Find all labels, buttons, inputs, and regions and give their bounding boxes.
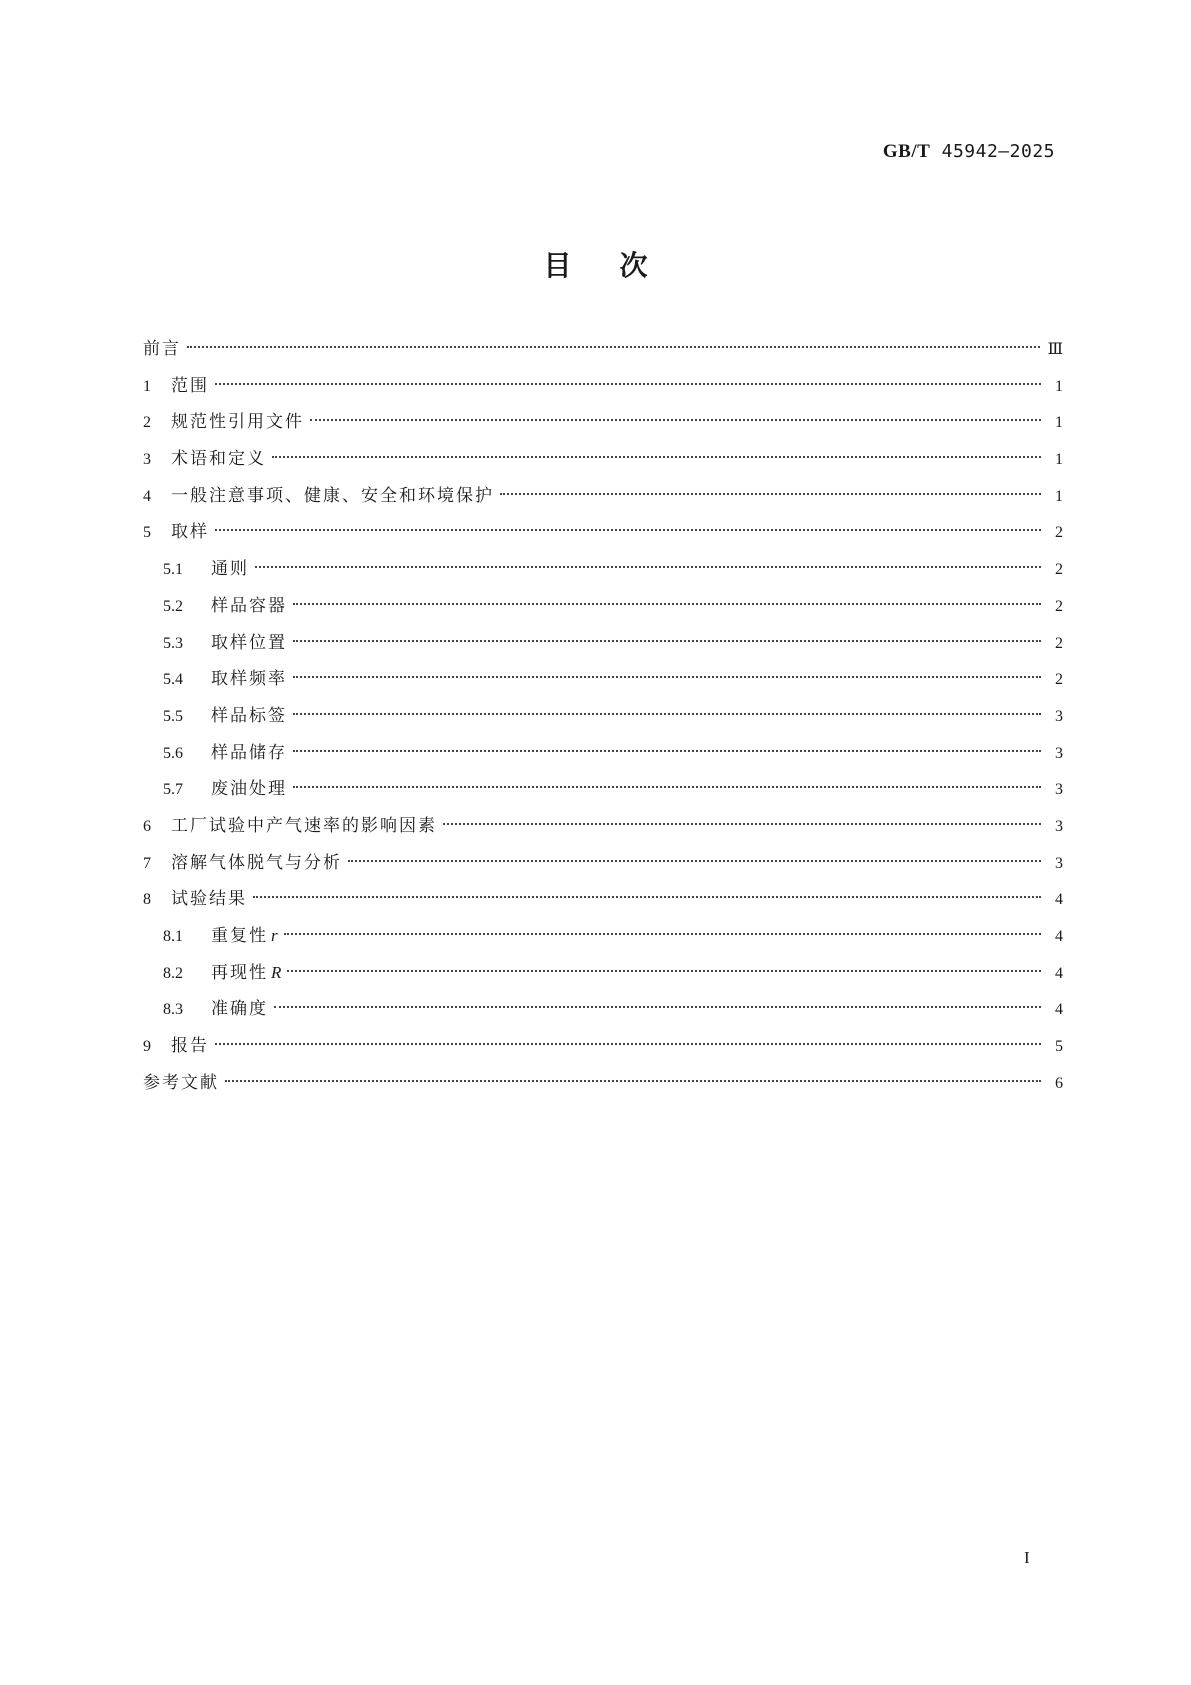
toc-entry[interactable] <box>143 924 1063 961</box>
toc-dot-leader <box>500 493 1041 495</box>
toc-entry-page: 3 <box>1055 707 1063 725</box>
toc-entry-label-text: 样品容器 <box>211 595 287 616</box>
toc-entry-page: 4 <box>1055 928 1063 945</box>
toc-entry-number: 4 <box>143 487 151 505</box>
standard-code-number: 45942—2025 <box>941 141 1055 162</box>
toc-entry[interactable] <box>143 777 1063 814</box>
toc-entry-label-text: 溶解气体脱气与分析 <box>171 852 342 873</box>
toc-entry-label <box>171 410 310 434</box>
toc-entry-number: 5.5 <box>163 707 183 725</box>
toc-dot-leader <box>293 676 1041 678</box>
toc-entry-number: 7 <box>143 854 151 872</box>
toc-entry-number: 3 <box>143 451 151 469</box>
toc-entry-number: 9 <box>143 1038 151 1056</box>
toc-entry[interactable] <box>143 447 1063 484</box>
toc-dot-leader <box>310 419 1041 421</box>
toc-entry-label-text: 取样 <box>171 522 209 543</box>
toc-entry-symbol: R <box>271 962 282 982</box>
toc-entry[interactable] <box>143 374 1063 411</box>
toc-entry-page: 2 <box>1055 634 1063 652</box>
page-number: I <box>1024 1548 1030 1567</box>
toc-entry-page: 2 <box>1055 671 1063 689</box>
toc-entry-label-text: 规范性引用文件 <box>171 412 304 433</box>
toc-entry[interactable] <box>143 961 1063 998</box>
toc-entry[interactable] <box>143 1034 1063 1071</box>
toc-entry[interactable] <box>143 594 1063 631</box>
toc-entry-label <box>211 997 274 1021</box>
toc-entry-label-text: 废油处理 <box>211 779 287 800</box>
toc-entry-label <box>143 337 187 361</box>
toc-entry-number: 8.3 <box>163 1001 183 1019</box>
toc-entry-label-text: 参考文献 <box>143 1072 219 1093</box>
toc-entry[interactable] <box>143 814 1063 851</box>
toc-entry-label <box>171 814 443 838</box>
toc-dot-leader <box>287 970 1041 972</box>
toc-entry[interactable] <box>143 557 1063 594</box>
toc-entry-label-text: 样品标签 <box>211 705 287 726</box>
toc-entry-number: 2 <box>143 414 151 432</box>
toc-entry-label <box>211 961 287 985</box>
toc-entry-label <box>211 741 293 765</box>
toc-entry[interactable] <box>143 667 1063 704</box>
toc-entry-page: Ⅲ <box>1047 341 1063 358</box>
toc-entry-number: 5 <box>143 524 151 542</box>
toc-entry-label <box>211 924 284 948</box>
toc-entry-number: 5.7 <box>163 781 183 799</box>
toc-entry-label-text: 取样频率 <box>211 669 287 690</box>
toc-dot-leader <box>293 603 1041 605</box>
toc-dot-leader <box>215 529 1041 531</box>
toc-entry-label <box>211 704 293 728</box>
toc-entry-number: 5.3 <box>163 634 183 652</box>
toc-entry-label-text: 一般注意事项、健康、安全和环境保护 <box>171 485 494 506</box>
toc-entry[interactable] <box>143 1071 1063 1108</box>
toc-dot-leader <box>225 1080 1041 1082</box>
standard-code <box>883 141 1055 163</box>
toc-entry[interactable] <box>143 337 1063 374</box>
toc-entry-number: 5.2 <box>163 597 183 615</box>
toc-entry-page: 1 <box>1055 414 1063 432</box>
toc-entry-label-text: 术语和定义 <box>171 449 266 470</box>
toc-entry-number: 8.2 <box>163 964 183 982</box>
toc-entry-label-text: 工厂试验中产气速率的影响因素 <box>171 815 437 836</box>
toc-entry-page: 2 <box>1055 524 1063 542</box>
toc-entry-number: 6 <box>143 817 151 835</box>
toc-dot-leader <box>348 860 1041 862</box>
standard-code-prefix: GB/T <box>882 141 931 162</box>
toc-entry-label-text: 准确度 <box>211 999 268 1020</box>
toc-entry-page: 1 <box>1055 377 1063 395</box>
toc-entry-label <box>211 557 255 581</box>
toc-dot-leader <box>293 786 1041 788</box>
toc-entry-label <box>171 447 272 471</box>
toc-entry[interactable] <box>143 520 1063 557</box>
toc-entry-label-text: 通则 <box>211 559 249 580</box>
table-of-contents <box>143 337 1063 1107</box>
toc-entry-number: 8.1 <box>163 928 183 945</box>
toc-dot-leader <box>274 1006 1041 1008</box>
toc-entry-number: 1 <box>143 377 151 395</box>
toc-entry-symbol: r <box>271 926 278 945</box>
toc-entry-page: 3 <box>1055 781 1063 799</box>
toc-entry-page: 4 <box>1055 964 1063 982</box>
toc-entry[interactable] <box>143 410 1063 447</box>
toc-entry[interactable] <box>143 704 1063 741</box>
toc-entry[interactable] <box>143 631 1063 668</box>
toc-entry-number: 5.1 <box>163 561 183 579</box>
toc-dot-leader <box>215 383 1041 385</box>
toc-entry-number: 5.6 <box>163 744 183 762</box>
toc-entry[interactable] <box>143 741 1063 778</box>
toc-entry-page: 4 <box>1055 891 1063 909</box>
toc-dot-leader <box>443 823 1041 825</box>
toc-entry-page: 3 <box>1055 817 1063 835</box>
toc-entry[interactable] <box>143 484 1063 521</box>
toc-entry-label <box>211 667 293 691</box>
toc-dot-leader <box>293 640 1041 642</box>
toc-entry-page: 4 <box>1055 1001 1063 1019</box>
toc-entry-label-text: 重复性 <box>211 926 268 946</box>
toc-entry-label <box>171 887 253 911</box>
toc-entry-page: 1 <box>1055 451 1063 469</box>
toc-dot-leader <box>255 566 1041 568</box>
toc-entry-label-text: 样品储存 <box>211 742 287 763</box>
toc-dot-leader <box>187 346 1040 348</box>
toc-entry-number: 5.4 <box>163 671 183 689</box>
toc-entry-label <box>171 374 215 398</box>
toc-dot-leader <box>272 456 1041 458</box>
toc-dot-leader <box>284 933 1041 935</box>
toc-entry-number: 8 <box>143 891 151 909</box>
toc-dot-leader <box>293 750 1041 752</box>
toc-entry[interactable] <box>143 887 1063 924</box>
toc-entry-page: 5 <box>1055 1038 1063 1056</box>
toc-entry-label <box>143 1071 225 1095</box>
toc-entry-label <box>171 851 348 875</box>
toc-entry-label-text: 取样位置 <box>211 632 287 653</box>
toc-entry-label <box>171 520 215 544</box>
toc-entry-label <box>171 1034 215 1058</box>
toc-entry-label-text: 报告 <box>171 1036 209 1057</box>
toc-entry-label-text: 试验结果 <box>171 889 247 910</box>
toc-entry-page: 3 <box>1055 854 1063 872</box>
toc-entry-label-text: 再现性 <box>211 962 268 983</box>
toc-entry[interactable] <box>143 851 1063 888</box>
toc-dot-leader <box>253 896 1041 898</box>
toc-dot-leader <box>215 1043 1041 1045</box>
toc-entry-label-text: 范围 <box>171 375 209 396</box>
toc-entry-label <box>211 631 293 655</box>
toc-entry-page: 2 <box>1055 597 1063 615</box>
toc-entry-label <box>171 484 500 508</box>
toc-entry-page: 1 <box>1055 487 1063 505</box>
toc-entry-label <box>211 777 293 801</box>
toc-entry[interactable] <box>143 997 1063 1034</box>
toc-entry-page: 2 <box>1055 561 1063 579</box>
page-title: 目次 <box>543 249 696 282</box>
toc-entry-page: 6 <box>1055 1074 1063 1092</box>
toc-dot-leader <box>293 713 1041 715</box>
toc-entry-label <box>211 594 293 618</box>
toc-entry-label-text: 前言 <box>143 339 181 359</box>
toc-entry-page: 3 <box>1055 744 1063 762</box>
